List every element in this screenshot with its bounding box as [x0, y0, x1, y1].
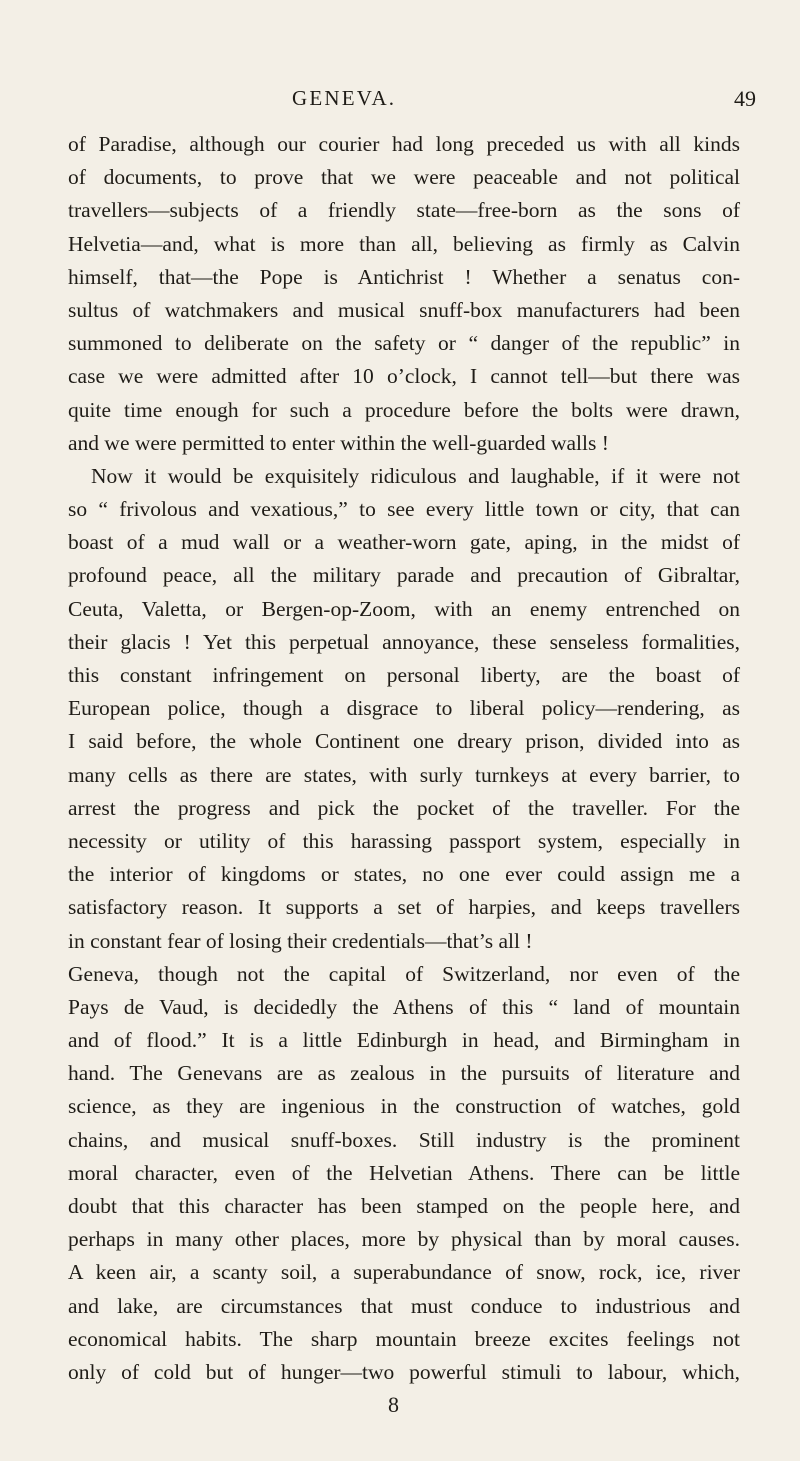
text-line: quite time enough for such a procedure before the bolts were drawn, — [68, 397, 740, 422]
text-line: moral character, even of the Helvetian Athens. There can be little — [68, 1160, 740, 1185]
text-line: science, as they are ingenious in the construction of watches, gold — [68, 1094, 740, 1119]
text-line: of Paradise, although our courier had long preceded us with all kinds — [68, 132, 740, 156]
text-line: in constant fear of losing their credentials—that’s all ! — [68, 928, 533, 953]
page-number: 49 — [734, 86, 756, 111]
text-line: their glacis ! Yet this perpetual annoyance, these senseless formalities, — [68, 629, 740, 654]
text-line: many cells as there are states, with surly turnkeys at every barrier, to — [68, 762, 740, 787]
text-line: I said before, the whole Continent one dreary prison, divided into as — [68, 729, 740, 754]
text-line: Pays de Vaud, is decidedly the Athens of this “ land of mountain — [68, 994, 740, 1019]
text-line: Now it would be exquisitely ridiculous and laughable, if it were not — [91, 463, 740, 488]
text-line: boast of a mud wall or a weather-worn gate, aping, in the midst of — [68, 530, 740, 555]
text-line: and we were permitted to enter within the well-guarded walls ! — [68, 430, 609, 455]
text-line: travellers—subjects of a friendly state—free-born as the sons of — [68, 198, 740, 223]
text-line: arrest the progress and pick the pocket of the traveller. For the — [68, 795, 740, 820]
text-line: sultus of watchmakers and musical snuff-box manufacturers had been — [68, 297, 740, 322]
text-line: the interior of kingdoms or states, no one ever could assign me a — [68, 862, 740, 887]
text-line: only of cold but of hunger—two powerful stimuli to labour, which, — [68, 1359, 740, 1384]
text-line: Helvetia—and, what is more than all, believing as firmly as Calvin — [68, 231, 740, 256]
text-line: and of flood.” It is a little Edinburgh in head, and Birmingham in — [68, 1028, 740, 1053]
text-line: European police, though a disgrace to liberal policy—rendering, as — [68, 696, 740, 721]
text-line: and lake, are circumstances that must conduce to industrious and — [68, 1293, 740, 1318]
text-line: hand. The Genevans are as zealous in the pursuits of literature and — [68, 1061, 740, 1086]
text-line: of documents, to prove that we were peaceable and not political — [68, 165, 740, 190]
body-text — [68, 128, 740, 1389]
text-line: satisfactory reason. It supports a set of harpies, and keeps travellers — [68, 895, 740, 920]
text-line: summoned to deliberate on the safety or “ danger of the republic” in — [68, 331, 740, 356]
text-line: himself, that—the Pope is Antichrist ! Whether a senatus con- — [68, 264, 740, 289]
text-line: Geneva, though not the capital of Switzerland, nor even of the — [68, 961, 740, 986]
text-line: necessity or utility of this harassing passport system, especially in — [68, 828, 740, 853]
text-line: so “ frivolous and vexatious,” to see every little town or city, that can — [68, 497, 740, 522]
text-line: this constant infringement on personal liberty, are the boast of — [68, 663, 740, 687]
text-line: profound peace, all the military parade and precaution of Gibraltar, — [68, 563, 740, 588]
text-line: doubt that this character has been stamped on the people here, and — [68, 1194, 740, 1218]
text-line: A keen air, a scanty soil, a superabundance of snow, rock, ice, river — [68, 1260, 740, 1285]
text-line: chains, and musical snuff-boxes. Still industry is the prominent — [68, 1127, 740, 1152]
text-line: economical habits. The sharp mountain breeze excites feelings not — [68, 1326, 740, 1351]
running-head-title: GENEVA. — [292, 86, 397, 110]
signature-mark: 8 — [388, 1392, 399, 1417]
text-line: case we were admitted after 10 o’clock, I cannot tell—but there was — [68, 364, 740, 389]
text-line: Ceuta, Valetta, or Bergen-op-Zoom, with an enemy entrenched on — [68, 596, 740, 621]
text-line: perhaps in many other places, more by physical than by moral causes. — [68, 1227, 740, 1252]
running-head — [0, 86, 800, 116]
